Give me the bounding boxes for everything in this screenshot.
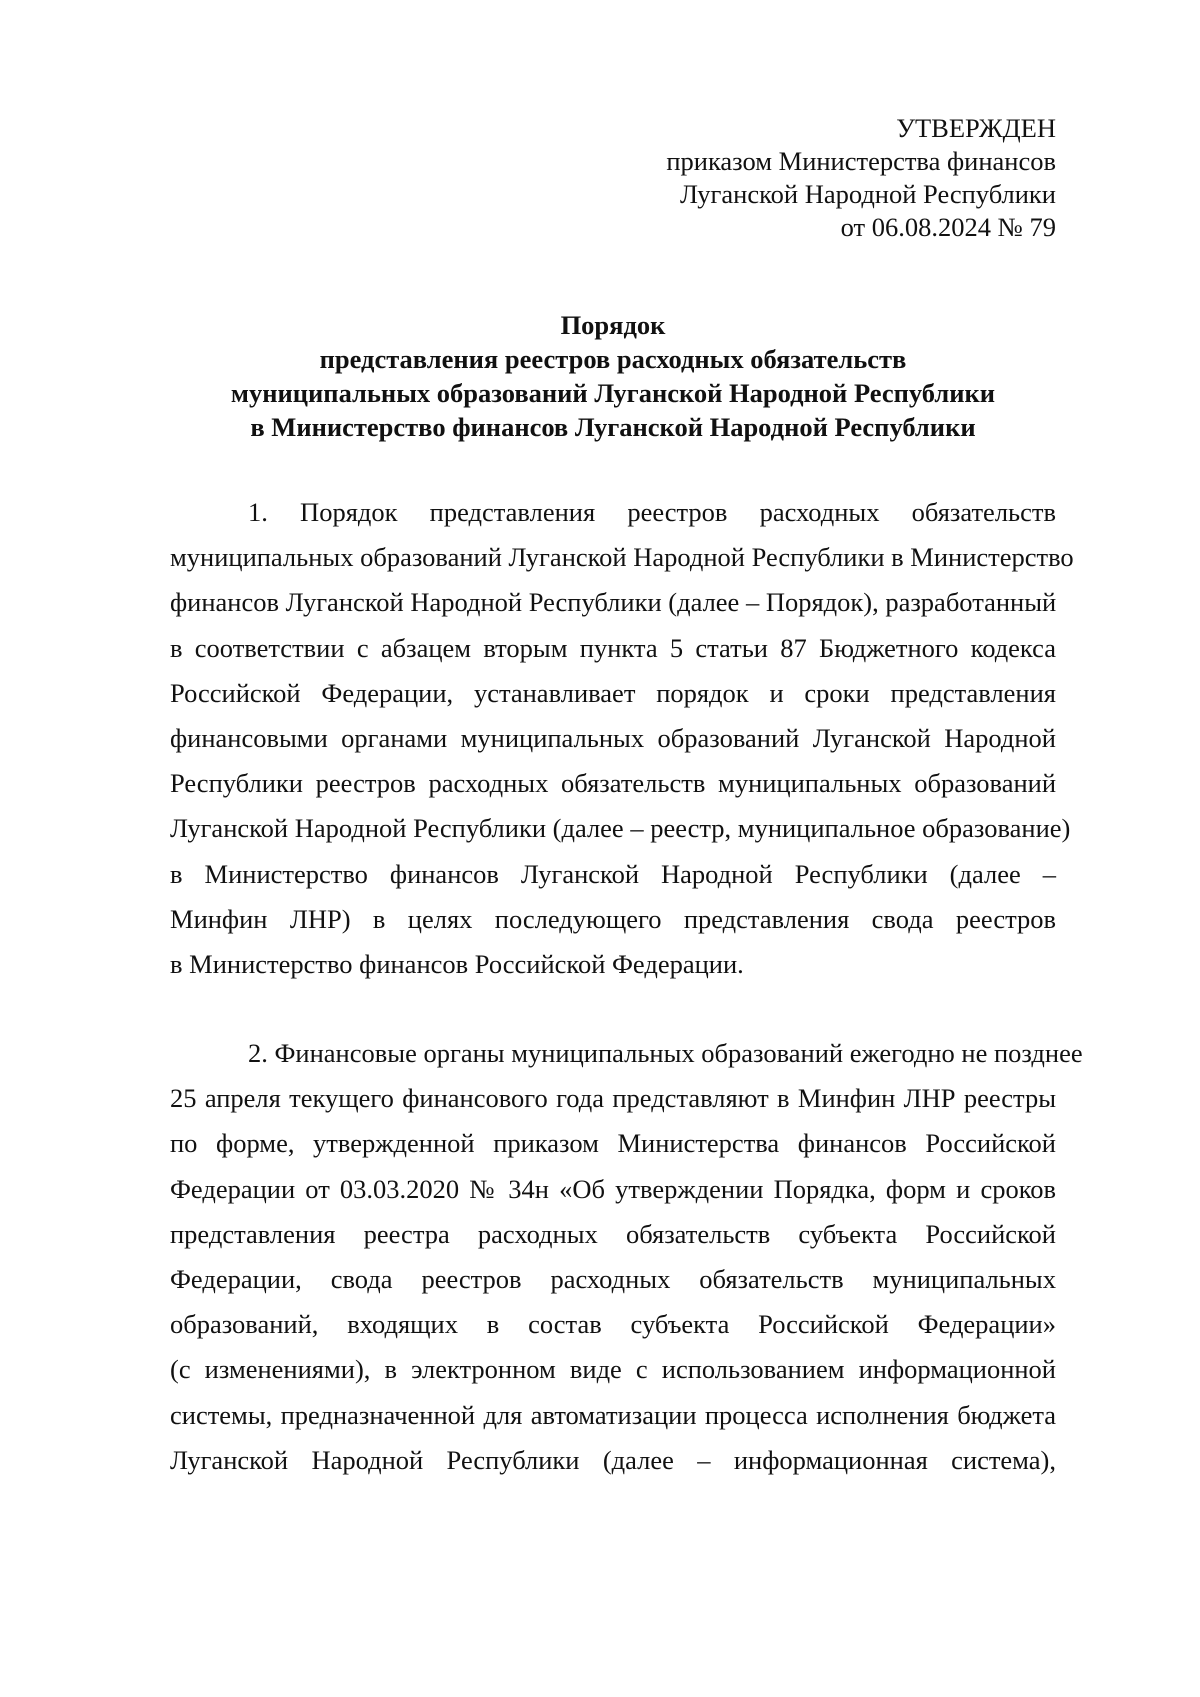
approval-line: приказом Министерства финансов <box>666 146 1056 176</box>
paragraph-line: Луганской Народной Республики (далее – реестр, муниципальное образование) <box>170 813 1071 844</box>
paragraph-line: 1. Порядок представления реестров расходных обязательств <box>248 497 1056 527</box>
paragraph-line: муниципальных образований Луганской Народной Республики в Министерство <box>170 542 1074 573</box>
approval-heading: УТВЕРЖДЕН <box>896 113 1056 143</box>
title-line: муниципальных образований Луганской Народной Республики <box>230 378 996 408</box>
paragraph-line: Российской Федерации, устанавливает порядок и сроки представления <box>170 677 1056 708</box>
paragraph-line: Минфин ЛНР) в целях последующего представления свода реестров <box>170 903 1056 934</box>
paragraph-line: Республики реестров расходных обязательств муниципальных образований <box>170 768 1056 799</box>
document-title <box>170 308 1056 444</box>
paragraph-2 <box>170 1031 1083 1483</box>
paragraph-line: 25 апреля текущего финансового года представляют в Минфин ЛНР реестры <box>170 1083 1056 1114</box>
paragraph-line: 2. Финансовые органы муниципальных образований ежегодно не позднее <box>248 1038 1083 1068</box>
paragraph-line: по форме, утвержденной приказом Министерства финансов Российской <box>170 1128 1056 1159</box>
paragraph-line: в Министерство финансов Российской Федерации. <box>170 948 744 979</box>
paragraph-line: Федерации от 03.03.2020 № 34н «Об утверждении Порядка, форм и сроков <box>170 1173 1056 1204</box>
paragraph-line: образований, входящих в состав субъекта Российской Федерации» <box>170 1309 1056 1340</box>
title-line: в Министерство финансов Луганской Народной Республики <box>250 412 976 442</box>
paragraph-line: финансов Луганской Народной Республики (далее – Порядок), разработанный <box>170 587 1057 618</box>
approval-stamp <box>666 112 1056 244</box>
approval-line: Луганской Народной Республики <box>679 179 1056 209</box>
paragraph-line: представления реестра расходных обязательств субъекта Российской <box>170 1218 1056 1249</box>
paragraph-line: финансовыми органами муниципальных образований Луганской Народной <box>170 722 1056 753</box>
paragraph-line: Федерации, свода реестров расходных обязательств муниципальных <box>170 1263 1056 1294</box>
title-line: Порядок <box>560 310 666 340</box>
title-line: представления реестров расходных обязательств <box>319 344 907 374</box>
approval-date-number: от 06.08.2024 № 79 <box>840 212 1056 242</box>
paragraph-line: Луганской Народной Республики (далее – информационная система), <box>170 1444 1056 1475</box>
paragraph-line: в соответствии с абзацем вторым пункта 5 статьи 87 Бюджетного кодекса <box>170 632 1056 663</box>
paragraph-line: в Министерство финансов Луганской Народной Республики (далее – <box>170 858 1056 889</box>
paragraph-line: системы, предназначенной для автоматизации процесса исполнения бюджета <box>170 1399 1056 1430</box>
paragraph-line: (с изменениями), в электронном виде с использованием информационной <box>170 1354 1056 1385</box>
paragraph-1 <box>170 490 1074 987</box>
